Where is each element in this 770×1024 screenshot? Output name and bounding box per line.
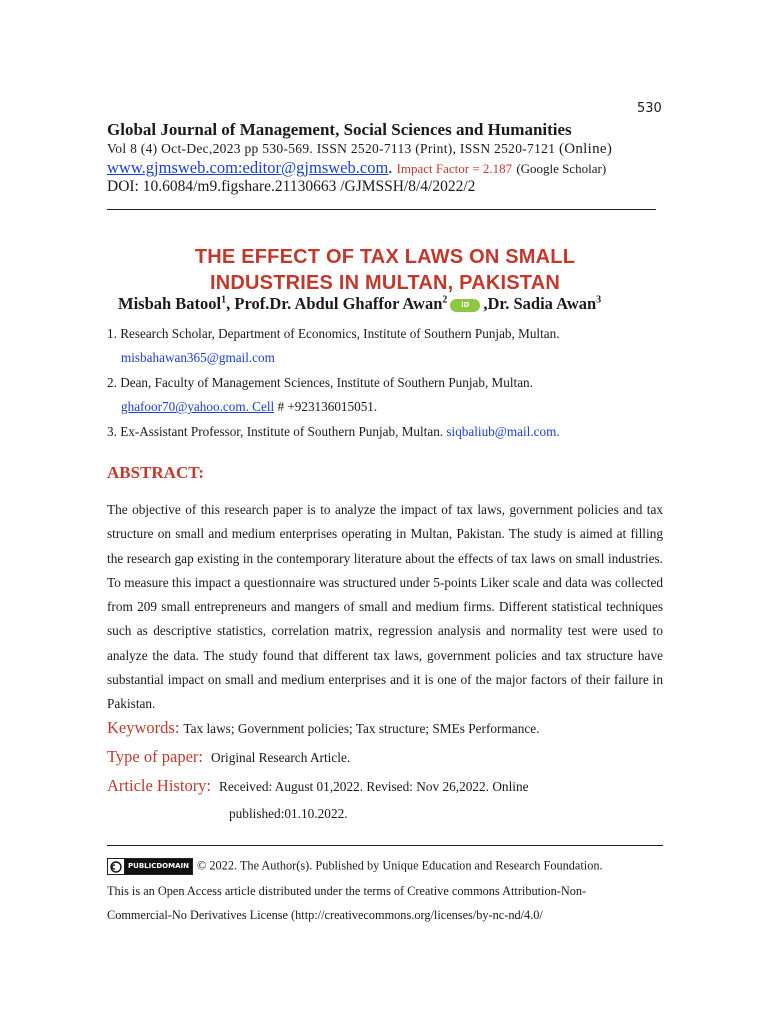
volume-line (107, 141, 612, 158)
abstract-heading: ABSTRACT: (107, 463, 204, 482)
author-2-sup: 2 (442, 294, 448, 306)
affiliation-3-text: 3. Ex-Assistant Professor, Institute of Southern Punjab, Multan. (107, 424, 447, 439)
paper-type-label: Type of paper: (107, 747, 203, 766)
keywords-label: Keywords: (107, 718, 180, 737)
journal-name: Global Journal of Management, Social Sciences and Humanities (107, 120, 572, 139)
impact-source: (Google Scholar) (516, 161, 607, 176)
volume-text: Vol 8 (4) Oct-Dec,2023 pp 530-569. ISSN 2520-7113 (Print), ISSN 2520-7121 (107, 141, 556, 156)
website-line (107, 158, 606, 178)
volume-online: (Online) (558, 141, 613, 157)
abstract-text: The objective of this research paper is to analyze the impact of tax laws, government policies and tax structure on small and medium enterprises operating in Multan, Pakistan. The study is aimed at filling the research gap existing in the contemporary literature about the effects of tax laws on small industries. To measure this impact a questionnaire was structured under 5-points Liker scale and data was collected from 209 small entrepreneurs and mangers of small and medium firms. Different statistical techniques such as descriptive statistics, correlation matrix, regression analysis and normality test were used to analyze the data. The study found that different tax laws, government policies and tax structure have substantial impact on small and medium enterprises and it is one of the major factors of their failure in Pakistan. (107, 502, 663, 712)
article-title-line2: INDUSTRIES IN MULTAN, PAKISTAN (209, 272, 561, 294)
public-domain-badge-icon (107, 858, 193, 875)
affiliation-2-contact (121, 399, 377, 415)
keywords-text: Tax laws; Government policies; Tax structure; SMEs Performance. (183, 721, 540, 736)
website-sep: . (388, 158, 393, 177)
affiliation-1: 1. Research Scholar, Department of Economics, Institute of Southern Punjab, Multan. (107, 326, 560, 341)
affiliation-3 (107, 424, 560, 440)
orcid-icon[interactable]: iD (450, 299, 480, 312)
authors (118, 294, 601, 314)
license-divider (107, 845, 663, 846)
header-divider (107, 209, 656, 210)
article-history-row (107, 776, 529, 796)
public-domain-badge-text: PUBLICDOMAIN (125, 859, 192, 874)
cc-icon (108, 859, 125, 874)
author-3: ,Dr. Sadia Awan (483, 294, 597, 313)
author-3-sup: 3 (596, 294, 602, 306)
paper-type-text: Original Research Article. (210, 750, 351, 765)
affiliation-3-email[interactable]: siqbaliub@mail.com. (446, 424, 560, 439)
author-2: , Prof.Dr. Abdul Ghaffor Awan (226, 294, 443, 313)
impact-factor: Impact Factor = 2.187 (396, 161, 513, 176)
article-title-line1: THE EFFECT OF TAX LAWS ON SMALL (194, 246, 576, 268)
affiliation-1-email[interactable]: misbahawan365@gmail.com (121, 350, 275, 365)
website-link[interactable]: www.gjmsweb.com:editor@gjmsweb.com (107, 158, 389, 177)
paper-type-row (107, 747, 350, 767)
author-1-sup: 1 (221, 294, 227, 306)
keywords-row (107, 718, 540, 738)
page-number: 530 (637, 101, 662, 116)
license-line-3: Commercial-No Derivatives License (http://creativecommons.org/licenses/by-nc-nd/4.0/ (107, 908, 543, 922)
license-line-1 (107, 858, 603, 875)
article-history-text-2: published:01.10.2022. (229, 806, 348, 821)
article-history-label: Article History: (107, 776, 212, 795)
license-line-2: This is an Open Access article distributed under the terms of Creative commons Attribution-Non- (107, 884, 587, 898)
affiliation-2-email[interactable]: ghafoor70@yahoo.com. Cell (121, 399, 275, 414)
article-history-text: Received: August 01,2022. Revised: Nov 26,2022. Online (219, 779, 529, 794)
license-copyright: © 2022. The Author(s). Published by Unique Education and Research Foundation. (196, 858, 603, 873)
doi: DOI: 10.6084/m9.figshare.21130663 /GJMSSH/8/4/2022/2 (107, 178, 476, 195)
author-1: Misbah Batool (118, 294, 222, 313)
affiliation-2: 2. Dean, Faculty of Management Sciences, Institute of Southern Punjab, Multan. (107, 375, 533, 390)
affiliation-2-cell: # +923136015051. (274, 399, 378, 414)
